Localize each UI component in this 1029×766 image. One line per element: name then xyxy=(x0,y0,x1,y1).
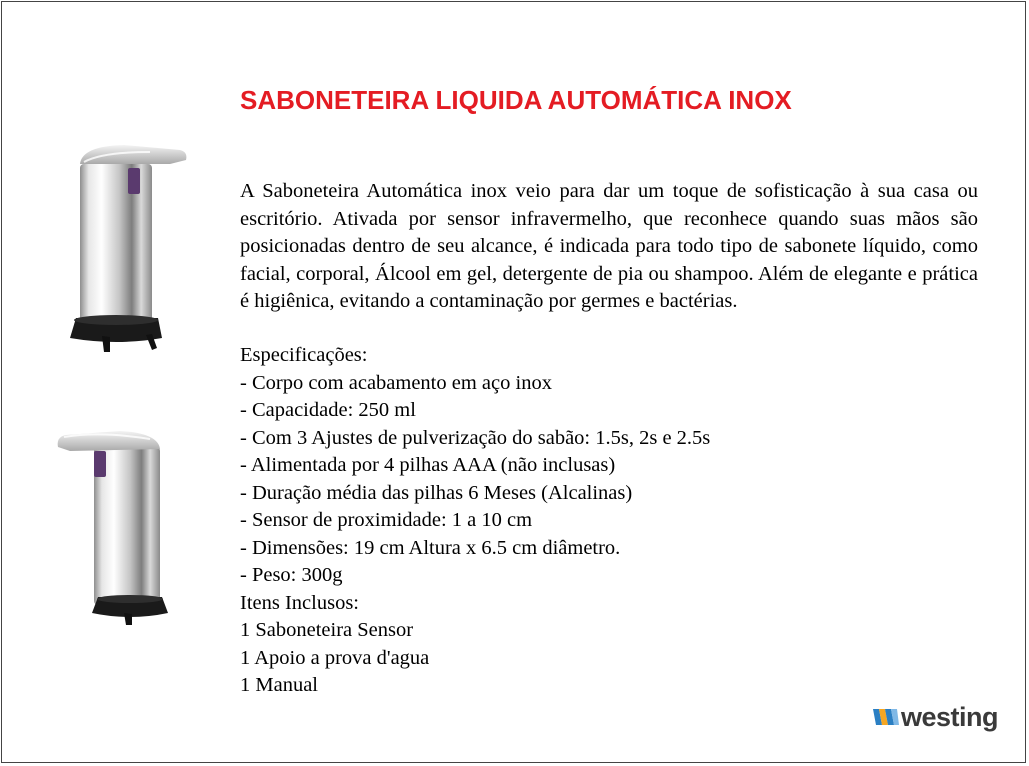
spec-item: - Alimentada por 4 pilhas AAA (não inclusas) xyxy=(240,454,616,476)
spec-item: - Peso: 300g xyxy=(240,564,343,586)
included-item: 1 Saboneteira Sensor xyxy=(240,619,414,641)
brand-logo xyxy=(873,700,998,734)
westing-logo-icon xyxy=(873,707,899,727)
soap-dispenser-icon xyxy=(62,140,192,355)
spec-item: - Duração média das pilhas 6 Meses (Alcalinas) xyxy=(240,481,633,504)
spec-item: - Capacidade: 250 ml xyxy=(240,399,416,421)
spec-item: - Com 3 Ajustes de pulverização do sabão: 1.5s, 2s e 2.5s xyxy=(240,426,711,449)
spec-item: - Dimensões: 19 cm Altura x 6.5 cm diâmetro. xyxy=(240,536,621,559)
specs-heading: Especificações: xyxy=(240,344,368,366)
soap-dispenser-icon xyxy=(50,425,180,630)
included-item: 1 Apoio a prova d'agua xyxy=(240,646,430,669)
page-title: SABONETEIRA LIQUIDA AUTOMÁTICA INOX xyxy=(240,85,792,115)
included-item: 1 Manual xyxy=(240,674,318,696)
included-heading: Itens Inclusos: xyxy=(240,591,359,614)
spec-item: - Corpo com acabamento em aço inox xyxy=(240,371,552,394)
product-description: A Saboneteira Automática inox veio para dar um toque de sofisticação à sua casa ou escritório. Ativada por sensor infravermelho, que reconhece quando suas mãos são posicionadas dentro de seu alcance, é indicada para todo tipo de sabonete líquido, como facial, corporal, Álcool em gel, detergente de pia ou shampoo. Além de elegante e prática é higiênica, evitando a contaminação por germes e bactérias. xyxy=(240,180,978,312)
brand-name: westing xyxy=(901,701,999,732)
spec-item: - Sensor de proximidade: 1 a 10 cm xyxy=(240,509,533,531)
specs-list xyxy=(240,342,978,700)
